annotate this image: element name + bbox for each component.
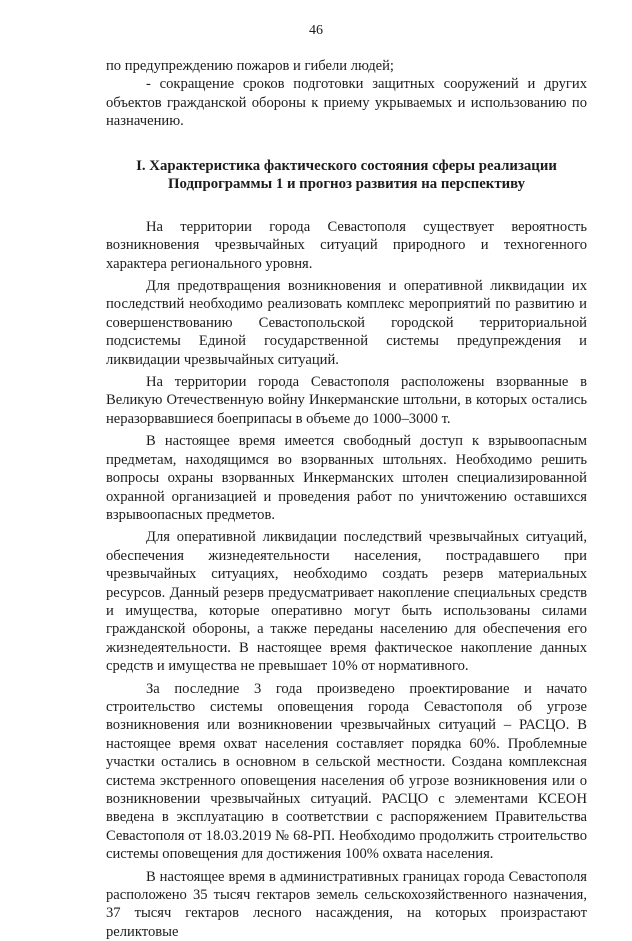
paragraph: На территории города Севастополя расположены взорванные в Великую Отечественную войну Инкерманские штольни, в которых остались неразорвавшиеся боеприпасы в объеме до 1000–3000 т.: [106, 374, 587, 427]
page-content: [106, 57, 587, 941]
section-heading-line-2: Подпрограммы 1 и прогноз развития на перспективу: [167, 176, 526, 193]
paragraph: В настоящее время в административных границах города Севастополя расположено 35 тысяч гектаров земель сельскохозяйственного назначения, 37 тысяч гектаров лесного насаждения, на которых произрастают реликтовые: [106, 868, 587, 940]
page-number: 46: [309, 23, 323, 38]
paragraph: За последние 3 года произведено проектирование и начато строительство системы оповещения города Севастополя об угрозе возникновения или возникновении чрезвычайных ситуаций – РАСЦО. В настоящее время охват населения составляет порядка 60%. Проблемные участки остались в основном в сельской местности. Создана комплексная система экстренного оповещения населения об угрозе возникновения или о возникновении чрезвычайных ситуаций. РАСЦО с элементами КСЕОН введена в эксплуатацию в соответствии с распоряжением Правительства Севастополя от 18.03.2019 № 68-РП. Необходимо продолжить строительство системы оповещения для достижения 100% охвата населения.: [106, 680, 587, 863]
paragraph: В настоящее время имеется свободный доступ к взрывоопасным предметам, находящимся во взорванных штольнях. Необходимо решить вопросы охраны взорванных Инкерманских штолен специализированной охранной организацией и проведения работ по уничтожению оставшихся взрывоопасных предметов.: [106, 433, 587, 523]
paragraph: Для предотвращения возникновения и оперативной ликвидации их последствий необходимо реализовать комплекс мероприятий по развитию и совершенствованию Севастопольской городской территориальной подсистемы Единой государственной системы предупреждения и ликвидации чрезвычайных ситуаций.: [106, 278, 587, 368]
section-heading-line-1: I. Характеристика фактического состояния сферы реализации: [136, 157, 557, 174]
paragraph: Для оперативной ликвидации последствий чрезвычайных ситуаций, обеспечения жизнедеятельности населения, пострадавшего при чрезвычайных ситуациях, необходимо создать резерв материальных ресурсов. Данный резерв предусматривает накопление специальных средств и имущества, которые оперативно могут быть использованы силами гражданской обороны, а также переданы населению для обеспечения его жизнедеятельности. В настоящее время фактическое накопление данных средств и имущества не превышает 10% от нормативного.: [106, 529, 587, 675]
intro-line: по предупреждению пожаров и гибели людей;: [106, 58, 394, 74]
section-heading: [106, 157, 587, 194]
paragraph: На территории города Севастополя существует вероятность возникновения чрезвычайных ситуаций природного и техногенного характера регионального уровня.: [106, 218, 587, 272]
intro-bullet: - сокращение сроков подготовки защитных сооружений и других объектов гражданской обороны к приему укрываемых и использованию по назначению.: [106, 76, 587, 130]
